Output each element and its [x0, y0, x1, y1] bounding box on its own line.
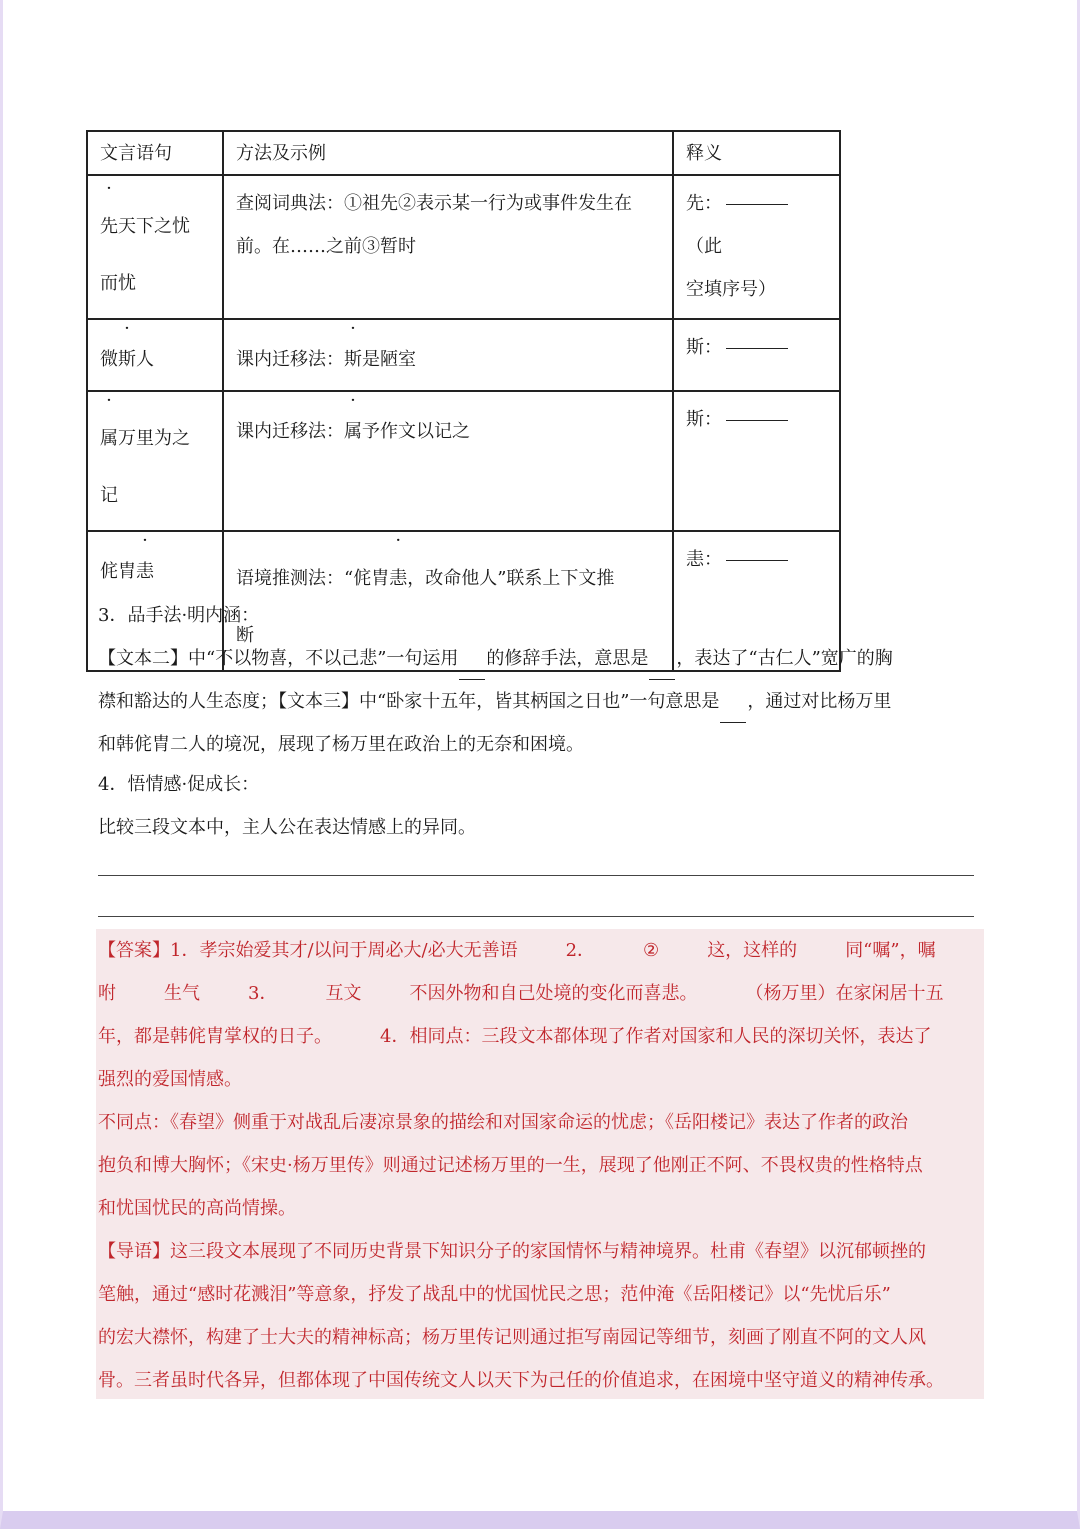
text-segment: 互文 — [325, 983, 362, 1004]
method-text: 语境推测法：“侂胄 — [236, 568, 390, 589]
dotted-char: 恚 — [389, 568, 408, 589]
answer-line-text — [98, 972, 982, 1015]
meaning-cell — [673, 391, 840, 531]
meaning-text: 空填序号） — [686, 279, 776, 300]
fill-blank — [649, 661, 675, 680]
answer-blank — [726, 203, 788, 205]
vocab-table — [86, 130, 841, 672]
text-segment: 3． — [248, 983, 278, 1004]
text-segment: 4．相同点：三段文本都体现了作者对国家和人民的深切关怀，表达了 — [380, 1026, 932, 1047]
sentence-text: 万里为之 — [118, 428, 190, 449]
answer-line-text: 不同点：《春望》侧重于对战乱后凄凉景象的描绘和对国家命运的忧虑；《岳阳楼记》表达了作者的政治 — [98, 1112, 908, 1133]
text-segment: 的修辞手法，意思是 — [486, 648, 649, 669]
text-segment: 不因外物和自己处境的变化而喜悲。 — [409, 983, 698, 1004]
table-row — [87, 391, 840, 531]
sentence-text: 天下之忧 — [118, 216, 190, 237]
meaning-label: 先： — [686, 193, 722, 214]
text-segment: 年，都是韩侂胄掌权的日子。 — [98, 1026, 332, 1047]
method-text: 是陋室 — [362, 349, 416, 370]
sentence-text: 微 — [100, 349, 118, 370]
answer-line-text — [98, 929, 982, 972]
method-cell — [223, 391, 673, 531]
text-segment: 这，这样的 — [707, 940, 798, 961]
text-segment: 1．孝宗始爱其才/以问于周必大/必大无善语 — [170, 940, 518, 961]
answer-line-text: 强烈的爱国情感。 — [98, 1069, 242, 1090]
method-text: 予作文以记之 — [362, 421, 470, 442]
question-4 — [98, 763, 978, 849]
method-text: 课内迁移法： — [236, 421, 344, 442]
question-text: 比较三段文本中，主人公在表达情感上的异同。 — [98, 817, 476, 838]
sentence-text: 人 — [136, 349, 154, 370]
text-segment: 这三段文本展现了不同历史背景下知识分子的家国情怀与精神境界。杜甫《春望》以沉郁顿挫的 — [170, 1241, 926, 1262]
question-title: 4．悟情感·促成长： — [98, 774, 260, 795]
text-segment: 咐 — [98, 983, 116, 1004]
sentence-cell — [87, 175, 223, 319]
method-text: 课内迁移法： — [236, 349, 344, 370]
guide-line-text — [98, 1230, 982, 1273]
answer-line — [98, 916, 974, 917]
meaning-label: 斯： — [686, 409, 722, 430]
guide-tag: 【导语】 — [98, 1241, 170, 1262]
question-3 — [98, 594, 978, 766]
answer-blank — [726, 347, 788, 349]
table-row — [87, 319, 840, 391]
table-header-row — [87, 131, 840, 175]
dotted-char: 斯 — [344, 349, 362, 370]
meaning-cell — [673, 175, 840, 319]
header-method: 方法及示例 — [223, 131, 673, 175]
dotted-char: 斯 — [118, 349, 136, 370]
method-cell — [223, 175, 673, 319]
text-segment: 2． — [565, 940, 596, 961]
answer-tag: 【答案】 — [98, 940, 170, 961]
text-segment: ，通过对比杨万里 — [747, 691, 892, 712]
fill-blank — [459, 661, 485, 680]
answer-line-text: 抱负和博大胸怀；《宋史·杨万里传》则通过记述杨万里的一生，展现了他刚正不阿、不畏权贵的性格特点 — [98, 1155, 923, 1176]
table-row — [87, 175, 840, 319]
sentence-text: 记 — [100, 485, 118, 506]
header-sentence: 文言语句 — [87, 131, 223, 175]
answer-section — [98, 929, 982, 1402]
dotted-char: 属 — [344, 421, 362, 442]
text-segment: 同“嘱”，嘱 — [845, 940, 936, 961]
question-text — [98, 637, 978, 680]
text-segment: 生气 — [164, 983, 200, 1004]
header-meaning: 释义 — [673, 131, 840, 175]
text-segment: 【文本二】中“不以物喜，不以己悲”一句运用 — [98, 648, 459, 669]
answer-line-text: 和忧国忧民的高尚情操。 — [98, 1198, 296, 1219]
sentence-text: 而忧 — [100, 273, 136, 294]
answer-blank — [726, 559, 788, 561]
dotted-char: 先 — [100, 216, 118, 237]
meaning-label: 斯： — [686, 337, 722, 358]
text-segment: （杨万里）在家闲居十五 — [745, 983, 944, 1004]
sentence-cell — [87, 319, 223, 391]
meaning-label: 恚： — [686, 549, 722, 570]
guide-line-text: 骨。三者虽时代各异，但都体现了中国传统文人以天下为己任的价值追求，在困境中坚守道义的精神传承。 — [98, 1370, 944, 1391]
meaning-cell — [673, 319, 840, 391]
method-text: 查阅词典法：①祖先②表示某一行为或事件发生在 — [236, 193, 632, 214]
answer-line — [98, 875, 974, 876]
fill-blank — [720, 704, 746, 723]
guide-line-text: 的宏大襟怀，构建了士大夫的精神标高；杨万里传记则通过拒写南园记等细节，刻画了刚直不阿的文人风 — [98, 1327, 926, 1348]
method-text: 前。在……之前③暂时 — [236, 236, 416, 257]
text-segment: 襟和豁达的人生态度；【文本三】中“卧家十五年，皆其柄国之日也”一句意思是 — [98, 691, 720, 712]
question-text: 和韩侂胄二人的境况，展现了杨万里在政治上的无奈和困境。 — [98, 734, 584, 755]
guide-line-text: 笔触，通过“感时花溅泪”等意象，抒发了战乱中的忧国忧民之思；范仲淹《岳阳楼记》以“先忧后乐” — [98, 1284, 891, 1305]
text-segment: ，表达了“古仁人”宽广的胸 — [676, 648, 893, 669]
question-text — [98, 680, 978, 723]
dotted-char: 恚 — [136, 561, 154, 582]
method-cell — [223, 319, 673, 391]
question-title: 3．品手法·明内涵： — [98, 605, 260, 626]
sentence-cell — [87, 391, 223, 531]
method-text: 断 — [236, 625, 254, 646]
answer-line-text — [98, 1015, 982, 1058]
sentence-text: 侂胄 — [100, 561, 136, 582]
answer-blank — [726, 419, 788, 421]
text-segment: ② — [643, 940, 660, 961]
dotted-char: 属 — [100, 428, 118, 449]
method-text: ，改命他人”联系上下文推 — [407, 568, 615, 589]
meaning-text: （此 — [686, 236, 722, 257]
